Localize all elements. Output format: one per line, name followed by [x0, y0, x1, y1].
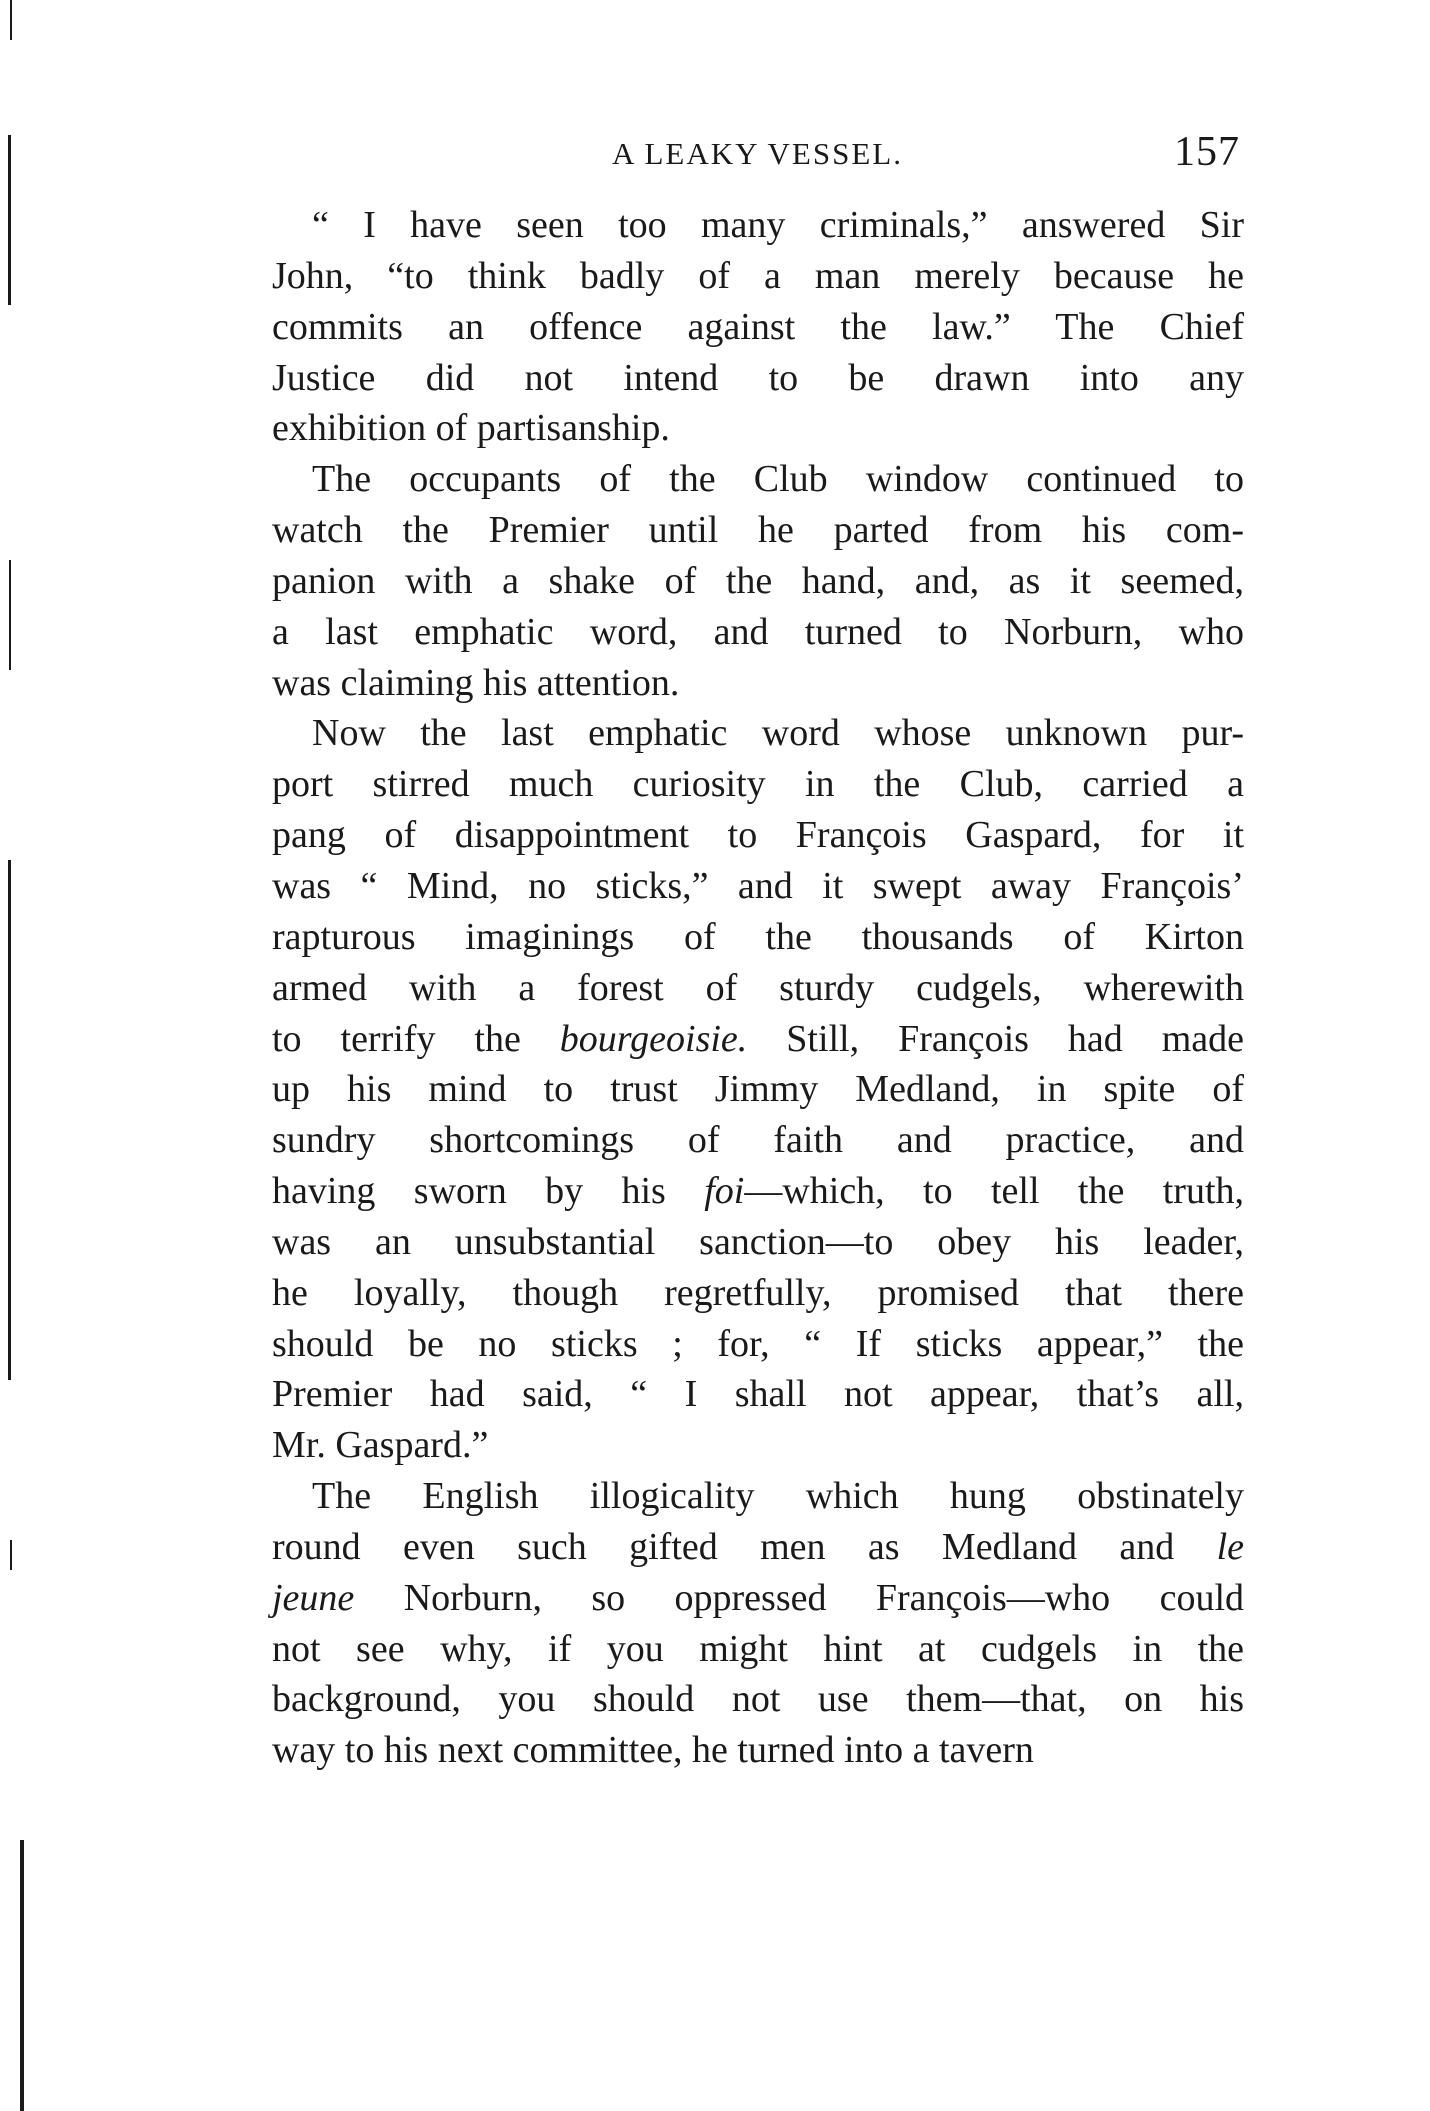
- text-line: [272, 1573, 1244, 1624]
- italic-text: le: [1216, 1525, 1244, 1568]
- text-line: was an unsubstantial sanction—to obey his leader,: [272, 1220, 1244, 1263]
- text-line: John, “to think badly of a man merely because he: [272, 254, 1244, 297]
- italic-text: bourgeoisie.: [559, 1017, 748, 1060]
- text-line: pang of disappointment to François Gaspard, for it: [272, 814, 1244, 857]
- text-line: was claiming his attention.: [272, 661, 680, 704]
- text-line: rapturous imaginings of the thousands of Kirton: [272, 915, 1244, 958]
- text-segment: —which, to tell the truth,: [744, 1170, 1244, 1213]
- text-line: watch the Premier until he parted from his com-: [272, 509, 1244, 552]
- scan-edge-mark: [9, 560, 11, 670]
- text-line: background, you should not use them—that, on his: [272, 1678, 1244, 1721]
- text-segment: Norburn, so oppressed François—who could: [354, 1576, 1244, 1619]
- text-line: [272, 1522, 1244, 1573]
- text-segment: round even such gifted men as Medland and: [272, 1525, 1217, 1568]
- text-line: up his mind to trust Jimmy Medland, in spite of: [272, 1068, 1244, 1111]
- text-line: Justice did not intend to be drawn into any: [272, 356, 1244, 399]
- text-line: Mr. Gaspard.”: [272, 1424, 489, 1467]
- italic-text: jeune: [272, 1576, 355, 1619]
- text-line: sundry shortcomings of faith and practice, and: [272, 1119, 1244, 1162]
- text-line: was “ Mind, no sticks,” and it swept away François’: [272, 864, 1244, 907]
- text-segment: to terrify the: [272, 1017, 560, 1060]
- text-line: not see why, if you might hint at cudgels in the: [272, 1627, 1244, 1670]
- scan-edge-mark: [8, 860, 11, 1380]
- text-line: [272, 1166, 1244, 1217]
- scan-edge-mark: [8, 135, 11, 305]
- running-head: [275, 128, 1240, 178]
- scan-edge-mark: [10, 1540, 12, 1570]
- body-text: [272, 200, 1244, 1776]
- text-line: port stirred much curiosity in the Club, carried a: [272, 763, 1244, 806]
- text-line: armed with a forest of sturdy cudgels, wherewith: [272, 966, 1244, 1009]
- text-line: Now the last emphatic word whose unknown pur-: [312, 712, 1244, 755]
- text-line: panion with a shake of the hand, and, as it seemed,: [272, 559, 1244, 602]
- running-title: A LEAKY VESSEL.: [612, 136, 903, 171]
- text-line: Premier had said, “ I shall not appear, that’s all,: [272, 1373, 1244, 1416]
- text-line: a last emphatic word, and turned to Norburn, who: [272, 610, 1244, 653]
- text-line: [272, 1014, 1244, 1065]
- italic-text: foi: [704, 1170, 745, 1213]
- scan-edge-mark: [20, 1840, 24, 2111]
- text-line: commits an offence against the law.” The Chief: [272, 305, 1244, 348]
- text-line: “ I have seen too many criminals,” answered Sir: [312, 204, 1244, 246]
- text-line: exhibition of partisanship.: [272, 407, 670, 450]
- text-line: The English illogicality which hung obstinately: [312, 1475, 1244, 1518]
- page-number: 157: [1174, 129, 1240, 175]
- text-segment: Still, François had made: [747, 1017, 1244, 1060]
- text-line: way to his next committee, he turned into a tavern: [272, 1729, 1034, 1772]
- text-line: he loyally, though regretfully, promised that there: [272, 1271, 1244, 1314]
- text-line: should be no sticks ; for, “ If sticks appear,” the: [272, 1322, 1244, 1365]
- scan-edge-mark: [10, 0, 12, 40]
- text-line: The occupants of the Club window continued to: [312, 458, 1244, 501]
- text-segment: having sworn by his: [272, 1170, 705, 1213]
